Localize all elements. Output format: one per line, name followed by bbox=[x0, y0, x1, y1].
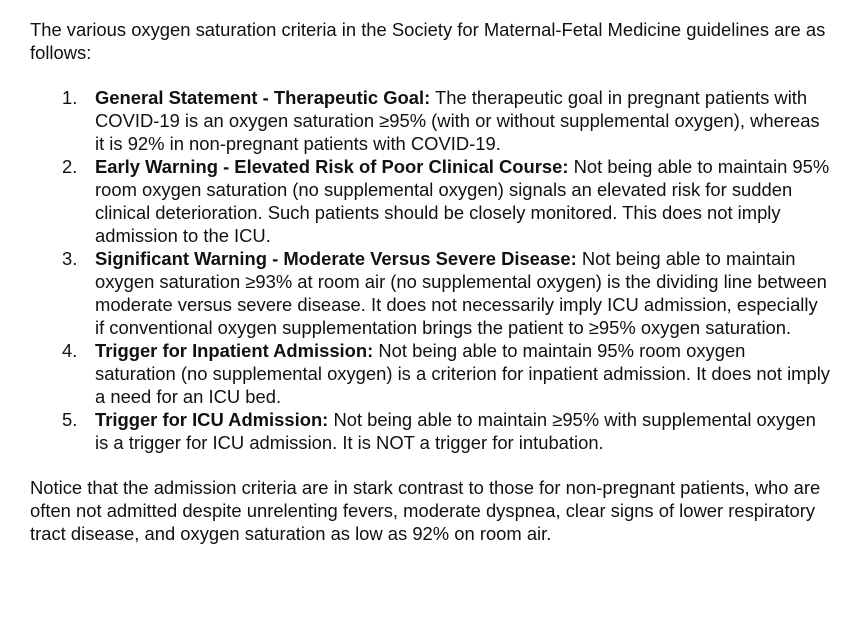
list-item-number: 3. bbox=[62, 248, 78, 269]
list-item bbox=[30, 155, 830, 247]
list-item-number: 1. bbox=[62, 87, 78, 108]
list-item bbox=[30, 86, 830, 155]
list-item bbox=[30, 247, 830, 339]
list-item-heading: Early Warning - Elevated Risk of Poor Clinical Course: bbox=[95, 156, 569, 177]
list-item-number: 2. bbox=[62, 156, 78, 177]
conclusion-paragraph: Notice that the admission criteria are in stark contrast to those for non-pregnant patients, who are often not admitted despite unrelenting fevers, moderate dyspnea, clear signs of lower respiratory tract disease, and oxygen saturation as low as 92% on room air. bbox=[30, 477, 821, 544]
list-item bbox=[30, 339, 830, 408]
list-item-number: 4. bbox=[62, 340, 78, 361]
list-item-text: The therapeutic goal in pregnant patients with COVID-19 is an oxygen saturation ≥95% (with or without supplemental oxygen), whereas it is 92% in non-pregnant patients with COVID-19. bbox=[95, 87, 820, 154]
list-item-number: 5. bbox=[62, 409, 78, 430]
list-item-text: Not being able to maintain oxygen saturation ≥93% at room air (no supplemental oxygen) is the dividing line between moderate versus severe disease. It does not necessarily imply ICU admission, especially if conventional oxygen supplementation brings the patient to ≥95% oxygen saturation. bbox=[95, 248, 827, 338]
list-item-text: Not being able to maintain ≥95% with supplemental oxygen is a trigger for ICU admission. It is NOT a trigger for intubation. bbox=[95, 409, 816, 453]
list-item-heading: Trigger for Inpatient Admission: bbox=[95, 340, 374, 361]
list-item-text: Not being able to maintain 95% room oxygen saturation (no supplemental oxygen) is a criterion for inpatient admission. It does not imply a need for an ICU bed. bbox=[95, 340, 830, 407]
document-body bbox=[30, 18, 830, 545]
list-item-heading: General Statement - Therapeutic Goal: bbox=[95, 87, 431, 108]
list-item-text: Not being able to maintain 95% room oxygen saturation (no supplemental oxygen) signals an elevated risk for sudden clinical deterioration. Such patients should be closely monitored. This does not imply admission to the ICU. bbox=[95, 156, 830, 246]
list-item-heading: Significant Warning - Moderate Versus Severe Disease: bbox=[95, 248, 577, 269]
intro-paragraph: The various oxygen saturation criteria in the Society for Maternal-Fetal Medicine guidelines are as follows: bbox=[30, 19, 826, 63]
criteria-list bbox=[30, 86, 830, 454]
list-item bbox=[30, 408, 830, 454]
list-item-heading: Trigger for ICU Admission: bbox=[95, 409, 329, 430]
